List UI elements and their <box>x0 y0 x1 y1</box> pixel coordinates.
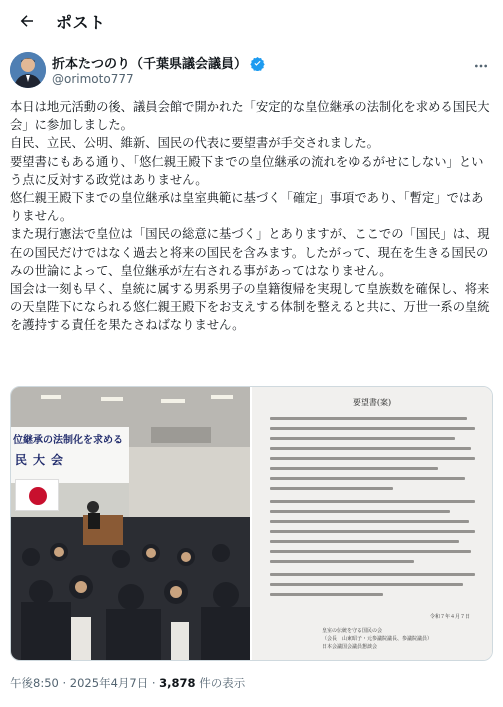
more-icon <box>473 58 489 74</box>
petition-document[interactable] <box>250 387 492 661</box>
verified-badge-icon <box>250 56 265 75</box>
meta-separator: · <box>148 676 160 690</box>
event-photo[interactable] <box>11 387 250 661</box>
document-title: 要望書(案) <box>352 398 392 407</box>
japan-flag-icon <box>15 479 59 511</box>
document-date: 令和７年４月７日 <box>429 614 470 620</box>
avatar-image <box>10 52 46 88</box>
banner-line1: 位継承の法制化を求める <box>13 435 123 446</box>
back-button[interactable] <box>14 8 40 34</box>
document-signature: 皇室の伝統を守る国民の会 （会長 山東昭子・元参議院議長、参議院議員） 日本会議国会議員懇談会 <box>322 628 433 650</box>
meta-separator: · <box>58 676 70 690</box>
view-label: 件の表示 <box>195 676 246 690</box>
page-title: ポスト <box>56 13 106 32</box>
author-handle[interactable]: @orimoto777 <box>52 72 134 86</box>
post-text: 本日は地元活動の後、議員会館で開かれた「安定的な皇位継承の法制化を求める国民大会」に参加しました。 自民、立民、公明、維新、国民の代表に要望書が手交されました。 要望書にもある通り、「悠仁親王殿下までの皇位継承の流れをゆるがせにしない」という点に反対する政党はありません。 悠仁親王殿下までの皇位継承は皇室典範に基づく「確定」事項であり、「暫定」ではありません。 また現行憲法で皇位は「国民の総意に基づく」とありますが、ここでの「国民」は、現在の国民だけではなく過去と将来の国民を含みます。したがって、現在を生きる国民のみの世論によって、皇位継承が左右される事があってはなりません。 国会は一刻も早く、皇統に属する男系男子の皇籍復帰を実現して皇族数を確保し、将来の天皇陛下になられる悠仁親王殿下をお支えする体制を整えると共に、万世一系の皇統を護持する責任を果たさねばなりません。 <box>10 100 490 333</box>
document-body <box>270 417 475 603</box>
arrow-left-icon <box>18 12 36 30</box>
top-bar <box>0 0 503 42</box>
post-author <box>10 52 493 92</box>
post-date[interactable]: 2025年4月7日 <box>69 676 149 690</box>
banner-line2: 民大会 <box>15 453 70 467</box>
more-button[interactable] <box>471 56 491 76</box>
post-media[interactable] <box>10 386 493 661</box>
event-banner <box>11 427 129 483</box>
post-time[interactable]: 午後8:50 <box>10 676 59 690</box>
avatar[interactable] <box>10 52 46 88</box>
post-meta <box>10 675 245 691</box>
view-count[interactable]: 3,878 <box>159 676 196 690</box>
author-name-text: 折本たつのり（千葉県議会議員） <box>52 57 248 72</box>
